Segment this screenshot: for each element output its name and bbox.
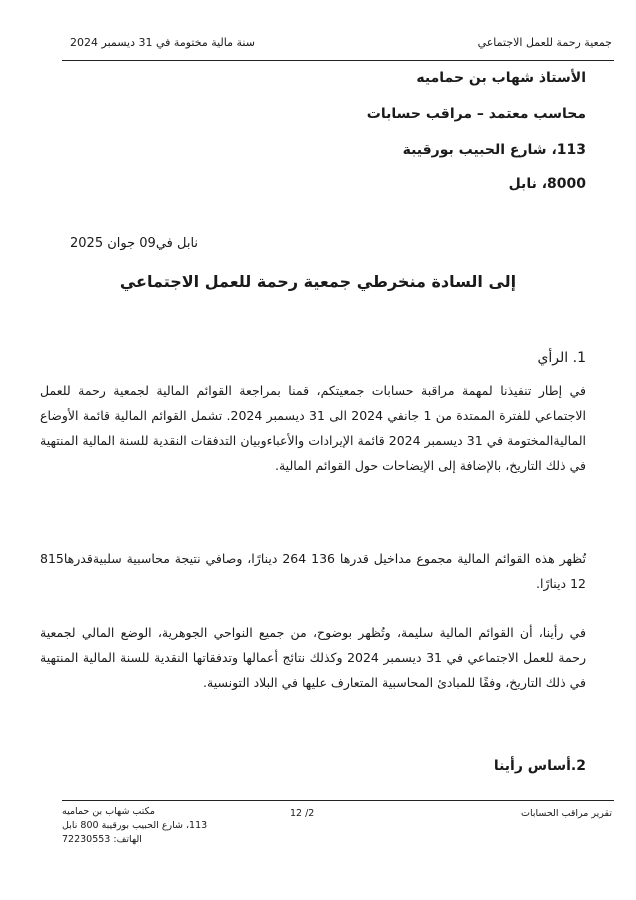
sender-city: 8000، نابل (508, 176, 586, 192)
footer-report-label: تقرير مراقب الحسابات (521, 808, 612, 819)
date-line: نابل في09 جوان 2025 (70, 236, 199, 251)
footer-divider (62, 800, 614, 801)
footer-phone: الهاتف: 72230553 (62, 834, 142, 845)
opinion-paragraph-3: في رأينا، أن القوائم المالية سليمة، وتُظهر بوضوح، من جميع النواحي الجوهرية، الوضع المالي لجمعية رحمة للعمل الاجتماعي في 31 ديسمبر 2024 وكذلك نتائج أعمالها وتدفقاتها النقدية للسنة المالية المنتهية في ذلك التاريخ، وفقًا للمبادئ المحاسبية المتعارف عليها في البلاد التونسية. (40, 625, 586, 690)
footer-page-number: 12 /2 (290, 808, 315, 819)
opinion-paragraph-2: تُظهر هذه القوائم المالية مجموع مداخيل قدرها 136 264 دينارًا، وصافي نتيجة محاسبية سلبيةقدرها815 12 دينارًا. (40, 551, 586, 591)
opinion-paragraph-1: في إطار تنفيذنا لمهمة مراقبة حسابات جمعيتكم، قمنا بمراجعة القوائم المالية لجمعية رحمة للعمل الاجتماعي للفترة الممتدة من 1 جانفي 2024 الى 31 ديسمبر 2024. تشمل القوائم المالية قائمة الأوضاع الماليةالمختومة في 31 ديسمبر 2024 قائمة الإيرادات والأعباءوبيان التدفقات النقدية للسنة المالية المنتهية في ذلك التاريخ، بالإضافة إلى الإيضاحات حول القوائم المالية. (40, 383, 586, 473)
footer-office-name: مكتب شهاب بن حماميه (62, 806, 155, 817)
recipient-heading: إلى السادة منخرطي جمعية رحمة للعمل الاجتماعي (119, 272, 517, 291)
footer-office-address: 113، شارع الحبيب بورقيبة 800 نابل (62, 820, 208, 831)
opinion-title: 1. الرأي (537, 350, 586, 366)
sender-street: 113، شارع الحبيب بورقيبة (402, 142, 586, 158)
header-association-name: جمعية رحمة للعمل الاجتماعي (477, 36, 612, 49)
header-divider (62, 60, 614, 61)
header-fiscal-year: سنة مالية مختومة في 31 ديسمبر 2024 (70, 36, 255, 49)
sender-title: محاسب معتمد – مراقب حسابات (366, 106, 586, 122)
basis-title: 2.أساس رأينا (493, 758, 586, 774)
sender-name: الأستاذ شهاب بن حماميه (416, 70, 586, 86)
